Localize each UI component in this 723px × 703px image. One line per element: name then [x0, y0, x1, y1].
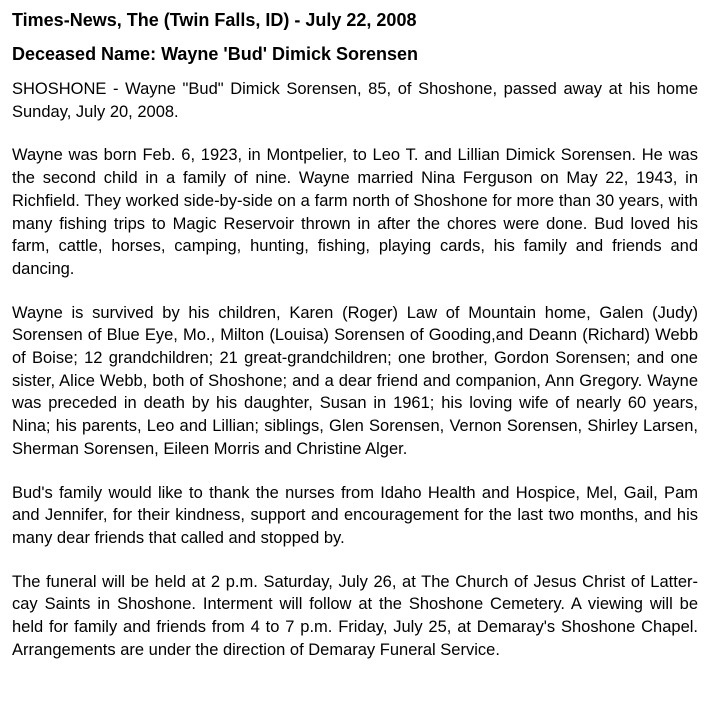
paragraph-biography: Wayne was born Feb. 6, 1923, in Montpelier, to Leo T. and Lillian Dimick Sorensen. He was the second child in a family of nine. Wayne married Nina Ferguson on May 22, 1943, in Richfield. They worked side-by-side on a farm north of Shoshone for more than 30 years, with many fishing trips to Magic Reservoir thrown in after the chores were done. Bud loved his farm, cattle, horses, camping, hunting, fishing, playing cards, his family and friends and dancing. — [12, 146, 698, 278]
paragraph-services: The funeral will be held at 2 p.m. Saturday, July 26, at The Church of Jesus Christ of Latter-cay Saints in Shoshone. Interment will follow at the Shoshone Cemetery. A viewing will be held for family and friends from 4 to 7 p.m. Friday, July 25, at Demaray's Shoshone Chapel. Arrangements are under the direction of Demaray Funeral Service. — [12, 572, 698, 659]
deceased-name-heading: Deceased Name: Wayne 'Bud' Dimick Sorensen — [12, 44, 419, 64]
paragraph-announcement: SHOSHONE - Wayne "Bud" Dimick Sorensen, 85, of Shoshone, passed away at his home Sunday, July 20, 2008. — [12, 80, 698, 121]
paragraph-survivors: Wayne is survived by his children, Karen (Roger) Law of Mountain home, Galen (Judy) Sorensen of Blue Eye, Mo., Milton (Louisa) Sorensen of Gooding,and Deann (Richard) Webb of Boise; 12 grandchildren; 21 great-grandchildren; one brother, Gordon Sorensen; and one sister, Alice Webb, both of Shoshone; and a dear friend and companion, Ann Gregory. Wayne was preceded in death by his daughter, Susan in 1961; his loving wife of nearly 60 years, Nina; his parents, Leo and Lillian; siblings, Glen Sorensen, Vernon Sorensen, Shirley Larsen, Sherman Sorensen, Eileen Morris and Christine Alger. — [12, 303, 698, 458]
newspaper-source-heading: Times-News, The (Twin Falls, ID) - July 22, 2008 — [12, 10, 417, 30]
obituary-document — [12, 8, 698, 682]
paragraph-thanks: Bud's family would like to thank the nurses from Idaho Health and Hospice, Mel, Gail, Pam and Jennifer, for their kindness, support and encouragement for the last two months, and his many dear friends that called and stopped by. — [12, 483, 698, 547]
